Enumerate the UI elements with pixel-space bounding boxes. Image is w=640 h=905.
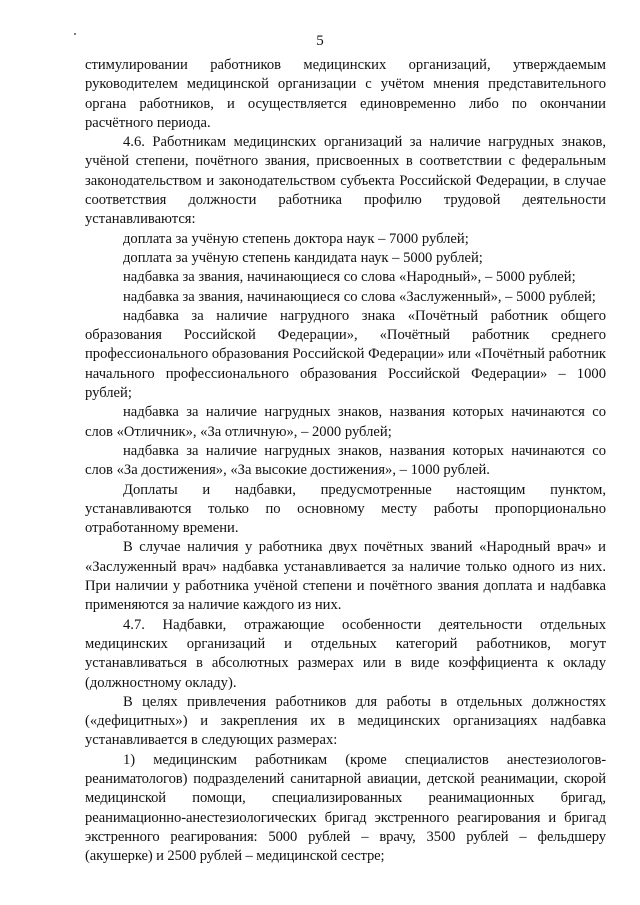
paragraph-proportional: Доплаты и надбавки, предусмотренные настоящим пунктом, устанавливаются только по основному месту работы пропорционально отработанному времени. [85,481,606,537]
list-item-dostizheniya-badge: надбавка за наличие нагрудных знаков, названия которых начинаются со слов «За достижения», «За высокие достижения», – 1000 рублей. [85,442,606,479]
paragraph-continuation: стимулировании работников медицинских организаций, утверждаемым руководителем медицинской организации с учётом мнения представительного органа работников, и осуществляется единовременно либо по окончании расчётного периода. [85,57,606,131]
paragraph-two-titles: В случае наличия у работника двух почётных званий «Народный врач» и «Заслуженный врач» надбавка устанавливается за наличие только одного из них. При наличии у работника учёной степени и почётного звания доплата и надбавка применяются за наличие каждого из них. [85,539,606,614]
list-item-1-medical-workers: 1) медицинским работникам (кроме специалистов анестезиологов-реаниматологов) подразделений санитарной авиации, детской реанимации, скорой медицинской помощи, специализированных реанимационных бригад, реанимационно-анестезиологических бригад экстренного реагирования и бригад экстренного реагирования: 5000 рублей – врачу, 3500 рублей – фельдшеру (акушерке) и 2500 рублей – медицинской сестре; [85,751,606,865]
list-item-zasluzhenny: надбавка за звания, начинающиеся со слова «Заслуженный», – 5000 рублей; [123,288,596,305]
list-item-pochetny-badge: надбавка за наличие нагрудного знака «Почётный работник общего образования Российской Федерации», «Почётный работник среднего профессионального образования Российской Федерации» или «Почётный работник начального профессионального образования Российской Федерации» – 1000 рублей; [85,307,606,402]
list-item-doctor-degree: доплата за учёную степень доктора наук – 7000 рублей; [123,230,469,247]
list-item-otlichnik-badge: надбавка за наличие нагрудных знаков, названия которых начинаются со слов «Отличник», «За отличную», – 2000 рублей; [85,404,606,440]
page-number: 5 [316,33,324,49]
paragraph-4-6: 4.6. Работникам медицинских организаций за наличие нагрудных знаков, учёной степени, почётного звания, присвоенных в соответствии с федеральным законодательством и законодательством субъекта Российской Федерации, в случае соответствия должности работника профилю трудовой деятельности устанавливаются: [85,134,606,228]
paragraph-4-7: 4.7. Надбавки, отражающие особенности деятельности отдельных медицинских организаций и отдельных категорий работников, могут устанавливаться в абсолютных размерах или в виде коэффициента к окладу (должностному окладу). [85,616,606,691]
list-item-narodny: надбавка за звания, начинающиеся со слова «Народный», – 5000 рублей; [123,269,576,286]
list-item-candidate-degree: доплата за учёную степень кандидата наук – 5000 рублей; [123,249,483,266]
paragraph-deficit-positions: В целях привлечения работников для работы в отдельных должностях («дефицитных») и закрепления их в медицинских организациях надбавка устанавливается в следующих размерах: [85,693,606,749]
document-body [85,56,606,866]
